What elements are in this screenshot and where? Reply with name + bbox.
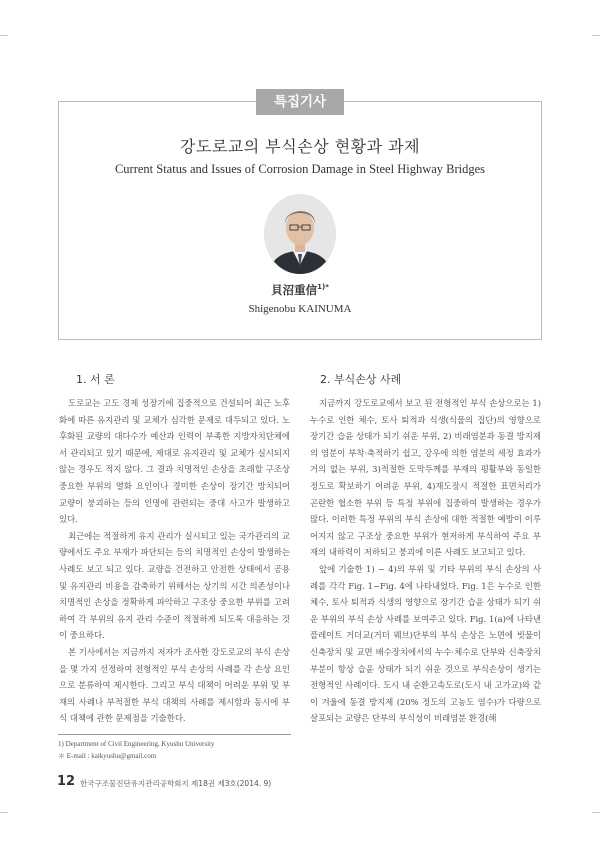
paragraph: 앞에 기술한 1) ~ 4)의 부위 및 기타 부위의 부식 손상의 사례를 각각 Fig. 1~Fig. 4에 나타내었다. Fig. 1은 누수로 인한 체수, 토사 퇴적과 식생의 영향으로 장기간 습윤 상태가 되기 쉬운 부위의 부식 손상 사례를 보여주고 있다. Fig. 1(a)에 나타낸 플레이트 거더교(거더 웨브)단부의 부식 손상은 노면에 빗물이 신축장치 및 교면 배수장치에서의 누수·체수로 단부와 신축장치 부분이 항상 습윤 상태가 되기 쉬운 것으로 부식손상이 생기는 전형적인 사례이다. 도시 내 순환고속도로(도시 내 고가교)와 같이 겨울에 동결 방지제 (20% 정도의 고농도 염수)가 다량으로 살포되는 교량은 단부의 부식성이 비래염분 환경(해	[310, 563, 541, 724]
crop-mark	[592, 812, 600, 813]
paragraph: 지금까지 강도로교에서 보고 된 전형적인 부식 손상으로는 1)누수로 인한 체수, 토사 퇴적과 식생(식물의 집단)의 영향으로 장기간 습윤 상태가 되기 쉬운 부위, 2) 비래염분과 동결 방지제의 염분이 부착·축적하기 쉽고, 강우에 의한 염분의 세정 효과가 거의 없는 부위, 3)적절한 도막두께를 부재의 평활부와 동일한 정도로 확보하기 어려운 부위, 4)재도장시 적절한 표면처리가 곤란한 협소한 부위 등 특정 부위에 집중하여 발생하는 경우가 많다. 이러한 특정 부위의 부식 손상에 대한 적절한 예방이 이루어지지 않고 구조상 중요한 부위가 현저하게 부식하여 주요 부재의 내하력이 저하되고 붕괴에 이른 사례도 보고되고 있다.	[310, 398, 541, 558]
author-name-cjk: 貝沼重信$^{1)*}$	[271, 283, 329, 297]
paragraph: 도로교는 고도 경제 성장기에 집중적으로 건설되어 최근 노후화에 따른 유지관리 및 교체가 심각한 문제로 대두되고 있다. 노후화된 교량의 대다수가 예산과 인력이 부족한 지방자치단체에서 관리되고 있기 때문에, 제대로 유지관리 및 교체가 실시되지 않는 경우도 적지 않다. 그 결과 치명적인 손상을 초래할 구조상 중요한 부위의 열화 요인이나 경미한 손상이 장기간 방치되어 교량이 붕괴하는 등의 인명에 관련되는 중대 사고가 발생하고 있다.	[59, 398, 290, 525]
section-heading-introduction: 1. 서 론	[76, 373, 115, 386]
paragraph: 최근에는 적절하게 유지 관리가 실시되고 있는 국가관리의 교량에서도 주요 부재가 파단되는 등의 치명적인 손상이 발생하는 사례도 보고 되고 있다. 교량을 건전하고 안전한 상태에서 공용 및 유지관리 비용을 감축하기 위해서는 상기의 시간 의존성이나 치명적인 손상을 정확하게 파악하고 구조상 중요한 부위를 고려하여 각 부위의 유지 관리 수준이 적절하게 되도록 대응하는 것이 중요하다.	[59, 530, 290, 641]
section-heading-corrosion-cases: 2. 부식손상 사례	[320, 373, 402, 386]
article-title-korean: 강도로교의 부식손상 현황과 과제	[179, 137, 421, 156]
footnote-email: ＊ E-mail : kaikyushu@gmail.com	[58, 752, 157, 760]
paragraph: 본 기사에서는 지금까지 저자가 조사한 강도로교의 부식 손상을 몇 가지 선정하여 전형적인 부식 손상의 사례를 각 손상 요인으로 분류하여 제시한다. 그리고 부식 대책이 어려운 부위 및 부재의 사례나 부적절한 부식 대책의 사례를 제시함과 동시에 부식 대책에 관한 문제점을 기술한다.	[59, 646, 290, 724]
author-name-english: Shigenobu KAINUMA	[248, 303, 352, 315]
journal-citation: 한국구조물진단유지관리공학회지 제18권 제3호(2014. 9)	[80, 779, 272, 788]
footnote-rule	[58, 734, 291, 735]
crop-mark	[0, 35, 8, 36]
author-photo	[264, 194, 336, 274]
article-title-english: Current Status and Issues of Corrosion Damage in Steel Highway Bridges	[114, 162, 486, 176]
page-number: 12	[57, 774, 76, 789]
column-left	[59, 395, 290, 727]
crop-mark	[592, 35, 600, 36]
footnote-affiliation: 1) Department of Civil Engineering, Kyushu University	[58, 740, 215, 748]
section-tag: 특집기사	[256, 89, 344, 115]
crop-mark	[0, 812, 8, 813]
column-right	[310, 395, 541, 727]
